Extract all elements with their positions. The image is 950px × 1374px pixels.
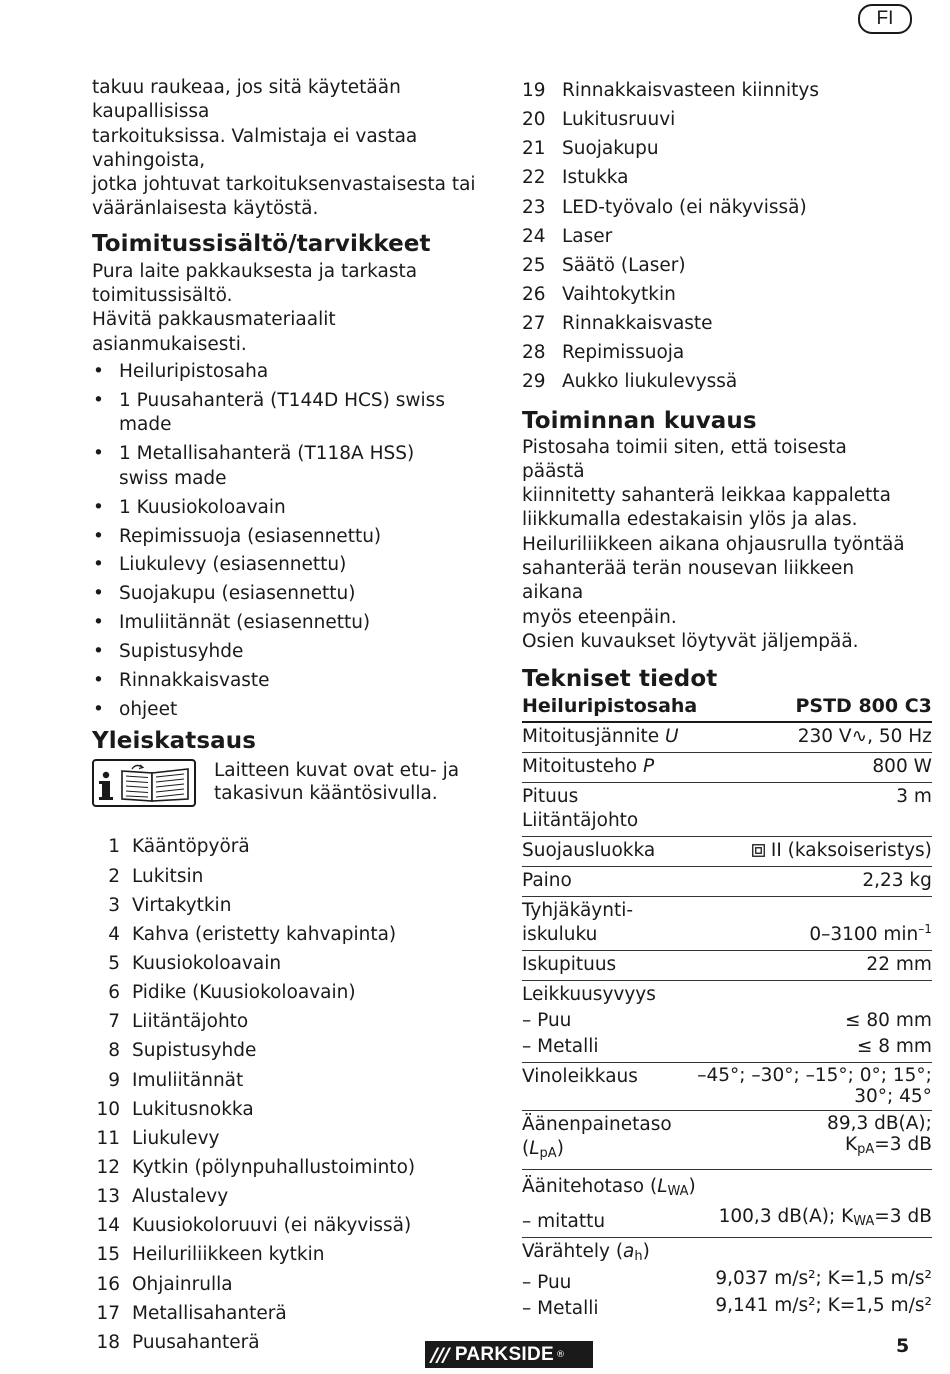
part-label: Lukitusruuvi [562, 109, 676, 131]
list-item: • Heiluripistosaha [92, 360, 484, 384]
spec-value [697, 897, 932, 951]
list-item [92, 1302, 484, 1331]
spec-value-text: =3 dB [874, 1206, 932, 1228]
list-item [92, 1098, 484, 1127]
overview-info-text [214, 759, 459, 805]
page-number: 5 [896, 1335, 910, 1357]
part-label: Kuusiokoloavain [132, 952, 282, 974]
spec-value [697, 837, 932, 867]
list-item [92, 1243, 484, 1272]
list-item [522, 137, 914, 166]
part-number: 25 [522, 254, 546, 276]
table-row [522, 783, 932, 837]
part-label: Suojakupu [562, 138, 659, 160]
spec-label-text: Leikkuusyvyys [522, 984, 656, 1006]
spec-subscript: WA [853, 1214, 875, 1230]
part-number: 22 [522, 167, 546, 189]
list-item: • Liukulevy (esiasennettu) [92, 553, 484, 577]
list-item [92, 835, 484, 864]
list-item [92, 1127, 484, 1156]
list-item [522, 312, 914, 341]
spec-value-text [697, 1134, 932, 1160]
list-item: • ohjeet [92, 698, 484, 722]
list-item [92, 894, 484, 923]
list-item [92, 865, 484, 894]
part-number: 21 [522, 138, 546, 160]
spec-sublabel: – mitattu [522, 1211, 606, 1233]
list-item: • Repimissuoja (esiasennettu) [92, 525, 484, 549]
spec-subscript: h [634, 1249, 643, 1265]
table-row [522, 897, 932, 951]
part-label: LED-työvalo (ei näkyvissä) [562, 196, 807, 218]
text-line: sahanterää terän nousevan liikkeen aikana [522, 558, 855, 604]
list-item [92, 1156, 484, 1185]
part-number: 26 [522, 283, 546, 305]
list-item [522, 196, 914, 225]
spec-label [522, 1170, 697, 1238]
spec-sublabel: – Metalli [522, 1036, 599, 1058]
part-number: 10 [96, 1098, 120, 1120]
spec-subscript: pA [857, 1142, 875, 1158]
table-row [522, 1063, 932, 1111]
part-number: 13 [96, 1186, 120, 1208]
text-line: Osien kuvaukset löytyvät jäljempää. [522, 630, 859, 652]
spec-value-text: ≤ 8 mm [856, 1036, 932, 1058]
part-label: Virtakytkin [132, 894, 232, 916]
list-item: • Imuliitännät (esiasennettu) [92, 611, 484, 635]
list-item [522, 166, 914, 195]
part-label: Kuusiokoloruuvi (ei näkyvissä) [132, 1215, 412, 1237]
text-line: vääränlaisesta käytöstä. [92, 198, 319, 220]
language-badge: FI [858, 4, 912, 34]
table-row [522, 837, 932, 867]
part-number: 23 [522, 196, 546, 218]
part-label: Metallisahanterä [132, 1302, 287, 1324]
part-number: 9 [108, 1069, 120, 1091]
text-line: jotka johtuvat tarkoituksenvastaisesta tai [92, 174, 476, 196]
left-column [92, 76, 484, 1360]
text-line: liikkumalla edestakaisin ylös ja alas. [522, 509, 858, 531]
parts-list-right [522, 79, 914, 400]
part-label: Puusahanterä [132, 1331, 260, 1353]
tech-heading: Tekniset tiedot [522, 666, 718, 693]
part-number: 12 [96, 1156, 120, 1178]
part-label: Pidike (Kuusiokoloavain) [132, 982, 356, 1004]
list-item: • Suojakupu (esiasennettu) [92, 582, 484, 606]
table-row [522, 981, 932, 1063]
logo-stripes: /// [431, 1343, 449, 1366]
spec-label [522, 1111, 697, 1170]
text-line: Laitteen kuvat ovat etu- ja [214, 760, 460, 782]
spec-value [697, 1111, 932, 1170]
list-item [522, 79, 914, 108]
part-label: Liitäntäjohto [132, 1011, 249, 1033]
spec-label: Pituus Liitäntäjohto [522, 786, 639, 832]
part-label: Istukka [562, 167, 629, 189]
list-item [92, 1185, 484, 1214]
part-label: Laser [562, 225, 613, 247]
spec-value: 800 W [872, 756, 932, 778]
part-number: 19 [522, 80, 546, 101]
spec-table [522, 694, 932, 1324]
text-line: takuu raukeaa, jos sitä käytetään kaupallisissa [92, 77, 401, 123]
spec-label [522, 981, 697, 1063]
text-line: Hävitä pakkausmateriaalit asianmukaisesti. [92, 309, 336, 355]
spec-symbol: a [623, 1241, 635, 1263]
part-number: 29 [522, 371, 546, 393]
spec-value [697, 981, 932, 1063]
double-insulation-icon [752, 844, 765, 857]
part-number: 27 [522, 313, 546, 335]
spec-value-text: ≤ 80 mm [845, 1010, 932, 1032]
spec-sublabel: – Metalli [522, 1298, 599, 1320]
part-label: Kahva (eristetty kahvapinta) [132, 923, 397, 945]
brand-logo [425, 1341, 593, 1368]
spec-value-text: K [845, 1134, 858, 1156]
spec-label: Vinoleikkaus [522, 1066, 638, 1088]
part-label: Säätö (Laser) [562, 254, 686, 276]
part-label: Lukitusnokka [132, 1098, 254, 1120]
spec-subscript: pA [539, 1146, 557, 1162]
spec-head-label: Heiluripistosaha [522, 695, 698, 718]
overview-heading: Yleiskatsaus [92, 728, 256, 755]
spec-symbol: L [657, 1176, 668, 1198]
spec-value: 22 mm [866, 954, 932, 976]
part-label: Liukulevy [132, 1127, 220, 1149]
text-line: myös eteenpäin. [522, 606, 677, 628]
spec-value-text: 30°; 45° [854, 1086, 932, 1108]
part-label: Rinnakkaisvasteen kiinnitys [562, 80, 819, 101]
part-label: Supistusyhde [132, 1040, 257, 1062]
spec-label-text: ) [556, 1138, 564, 1160]
spec-value [697, 1170, 932, 1238]
list-item: • 1 Kuusiokoloavain [92, 496, 484, 520]
part-label: Ohjainrulla [132, 1273, 233, 1295]
spec-value-text: 9,141 m/s²; K=1,5 m/s² [715, 1295, 932, 1317]
function-heading: Toiminnan kuvaus [522, 407, 757, 434]
parts-list-left [92, 835, 484, 1360]
part-label: Imuliitännät [132, 1069, 244, 1091]
delivery-heading: Toimitussisältö/tarvikkeet [92, 230, 431, 257]
list-item [92, 1214, 484, 1243]
function-paragraph [522, 436, 914, 655]
part-number: 14 [96, 1215, 120, 1237]
spec-sublabel: – Puu [522, 1010, 572, 1032]
spec-label-text: Mitoitusteho [522, 756, 638, 778]
table-row [522, 1170, 932, 1238]
list-item [92, 1039, 484, 1068]
list-item [92, 981, 484, 1010]
text-line: kiinnitetty sahanterä leikkaa kappaletta [522, 485, 892, 507]
table-row [522, 867, 932, 897]
spec-label [522, 1238, 697, 1325]
part-number: 8 [108, 1040, 120, 1062]
list-item [92, 952, 484, 981]
table-row [522, 694, 932, 722]
spec-value-text: –45°; –30°; –15°; 0°; 15°; [697, 1065, 932, 1087]
part-number: 28 [522, 342, 546, 364]
part-number: 6 [108, 982, 120, 1004]
part-number: 15 [96, 1244, 120, 1266]
delivery-list [92, 360, 484, 723]
part-label: Alustalevy [132, 1186, 229, 1208]
part-label: Lukitsin [132, 865, 204, 887]
logo-text: PARKSIDE [454, 1343, 554, 1365]
part-number: 18 [96, 1331, 120, 1353]
part-label: Repimissuoja [562, 342, 685, 364]
list-item [92, 1069, 484, 1098]
part-label: Aukko liukulevyssä [562, 371, 738, 393]
part-number: 7 [108, 1011, 120, 1033]
spec-label: Tyhjäkäynti-iskuluku [522, 900, 634, 946]
spec-label-text: ) [688, 1176, 696, 1198]
spec-exponent: –1 [918, 922, 932, 937]
spec-value: 2,23 kg [862, 870, 932, 892]
list-item [522, 341, 914, 370]
table-row [522, 753, 932, 783]
list-item [92, 1010, 484, 1039]
spec-value: 3 m [896, 786, 932, 808]
part-label: Kytkin (pölynpuhallustoiminto) [132, 1156, 416, 1178]
spec-value-text: 9,037 m/s²; K=1,5 m/s² [715, 1268, 932, 1290]
part-number: 1 [108, 836, 120, 858]
spec-label [522, 722, 697, 753]
overview-info [92, 759, 484, 807]
text-line: Pura laite pakkauksesta ja tarkasta [92, 260, 418, 282]
spec-value [697, 1238, 932, 1325]
spec-label-text: Äänenpainetaso ( [522, 1114, 672, 1160]
part-number: 5 [108, 952, 120, 974]
spec-label: Paino [522, 870, 572, 892]
delivery-intro [92, 260, 484, 357]
spec-head-model: PSTD 800 C3 [795, 695, 932, 718]
spec-label [522, 753, 697, 783]
spec-label-text [522, 1240, 697, 1269]
part-label: Vaihtokytkin [562, 283, 676, 305]
right-column [522, 79, 932, 1324]
list-item [522, 108, 914, 137]
part-number: 16 [96, 1273, 120, 1295]
list-item [522, 254, 914, 283]
spec-symbol: P [643, 756, 655, 778]
spec-label: Suojausluokka [522, 840, 656, 862]
text-line: Pistosaha toimii siten, että toisesta päästä [522, 436, 847, 482]
part-number: 4 [108, 923, 120, 945]
list-item [522, 370, 914, 399]
list-item: • Rinnakkaisvaste [92, 669, 484, 693]
spec-symbol: L [529, 1138, 540, 1160]
list-item [522, 225, 914, 254]
list-item [522, 283, 914, 312]
spec-value-text: 89,3 dB(A); [827, 1113, 932, 1135]
part-label: Heiluriliikkeen kytkin [132, 1244, 325, 1266]
spec-subscript: WA [667, 1184, 689, 1200]
spec-label-text [522, 1175, 697, 1204]
list-item [92, 1273, 484, 1302]
spec-label-text: ) [642, 1241, 650, 1263]
text-line: Heiluriliikkeen aikana ohjausrulla työntää [522, 533, 905, 555]
part-label: Kääntöpyörä [132, 836, 250, 858]
spec-symbol: U [665, 726, 679, 748]
info-manual-icon [92, 759, 196, 807]
part-number: 3 [108, 894, 120, 916]
spec-value: 230 V∿, 50 Hz [797, 726, 932, 748]
part-number: 11 [96, 1127, 120, 1149]
table-row [522, 1111, 932, 1170]
spec-sublabel: – Puu [522, 1272, 572, 1294]
list-item: • Supistusyhde [92, 640, 484, 664]
text-line: tarkoituksissa. Valmistaja ei vastaa vahingoista, [92, 125, 418, 171]
spec-label: Iskupituus [522, 954, 617, 976]
list-item: • 1 Puusahanterä (T144D HCS) swiss made [92, 389, 484, 438]
spec-value-text: II (kaksoiseristys) [770, 840, 932, 862]
intro-paragraph [92, 76, 484, 222]
text-line: takasivun kääntösivulla. [214, 783, 438, 805]
spec-label-text: Värähtely ( [522, 1241, 624, 1263]
part-number: 24 [522, 225, 546, 247]
spec-value-text: 100,3 dB(A); K [718, 1206, 854, 1228]
table-row [522, 722, 932, 753]
text-line: toimitussisältö. [92, 285, 233, 307]
spec-label-text: Äänitehotaso ( [522, 1176, 658, 1198]
table-row [522, 951, 932, 981]
part-number: 2 [108, 865, 120, 887]
spec-value-text: 0–3100 min [809, 924, 919, 946]
spec-value-text: =3 dB [874, 1134, 932, 1156]
list-item [92, 923, 484, 952]
table-row [522, 1238, 932, 1325]
part-label: Rinnakkaisvaste [562, 313, 713, 335]
list-item: • 1 Metallisahanterä (T118A HSS) swiss made [92, 442, 484, 491]
spec-label-text: Mitoitusjännite [522, 726, 660, 748]
part-number: 17 [96, 1302, 120, 1324]
registered-mark: ® [556, 1349, 565, 1360]
part-number: 20 [522, 109, 546, 131]
spec-value [697, 1063, 932, 1111]
